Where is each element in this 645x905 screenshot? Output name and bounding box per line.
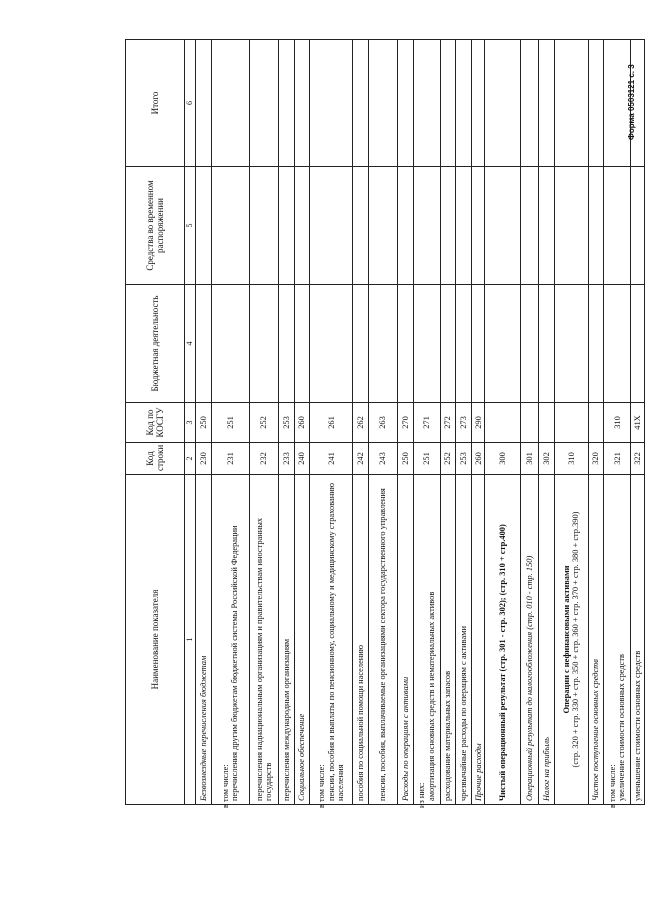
row-temp	[353, 167, 369, 285]
row-name-line: из них:	[417, 782, 427, 808]
header-kosgu: Код по КОСГУ	[126, 403, 185, 443]
row-name-line: увеличение стоимости основных средств	[617, 654, 627, 801]
row-code: 322	[631, 443, 645, 475]
row-kosgu: 290	[472, 403, 485, 443]
row-code: 230	[196, 443, 212, 475]
row-name	[196, 475, 212, 805]
row-kosgu: 261	[310, 403, 353, 443]
table-row	[353, 40, 369, 805]
row-name-line: Безвозмездные перечисления бюджетам	[198, 655, 208, 801]
row-total	[539, 40, 555, 167]
row-kosgu: 252	[249, 403, 278, 443]
row-name	[539, 475, 555, 805]
row-code: 252	[440, 443, 456, 475]
row-total	[521, 40, 539, 167]
row-temp	[279, 167, 295, 285]
table-row	[196, 40, 212, 805]
row-budget	[485, 285, 521, 403]
row-code: 241	[310, 443, 353, 475]
row-temp	[294, 167, 310, 285]
row-total	[294, 40, 310, 167]
table-row	[279, 40, 295, 805]
row-name-line: пенсии, пособия, выплачиваемые организациями сектора государственного управления	[378, 488, 388, 801]
row-code: 242	[353, 443, 369, 475]
row-total	[485, 40, 521, 167]
row-name-line: (стр. 320 + стр. 330 + стр. 350 + стр. 360 + стр. 370 + стр. 380 + стр.390)	[571, 511, 581, 768]
table-row	[588, 40, 604, 805]
row-name-line: в том числе:	[607, 764, 617, 808]
row-temp	[472, 167, 485, 285]
row-name	[631, 475, 645, 805]
row-total	[472, 40, 485, 167]
row-temp	[368, 167, 397, 285]
index-cell: 4	[185, 285, 196, 403]
table-row	[555, 40, 589, 805]
row-name	[555, 475, 589, 805]
row-name-line: перечисления наднациональным организациям и правительствам иностранных государств	[254, 517, 273, 801]
row-budget	[249, 285, 278, 403]
row-name	[294, 475, 310, 805]
header-total: Итого	[126, 40, 185, 167]
row-budget	[631, 285, 645, 403]
row-code: 231	[211, 443, 249, 475]
row-name-line: пенсии, пособия и выплаты по пенсионному, социальному и медицинскому страхованию населения	[326, 483, 345, 801]
row-kosgu: 253	[279, 403, 295, 443]
index-cell: 2	[185, 443, 196, 475]
row-total	[368, 40, 397, 167]
index-cell: 3	[185, 403, 196, 443]
row-kosgu: 273	[456, 403, 472, 443]
row-budget	[440, 285, 456, 403]
header-temp: Средства во временном распоряжении	[126, 167, 185, 285]
row-temp	[310, 167, 353, 285]
row-name-line: Операции с нефинансовыми активами	[561, 565, 571, 714]
table-row	[294, 40, 310, 805]
header-name: Наименование показателя	[126, 475, 185, 805]
row-budget	[413, 285, 440, 403]
row-temp	[211, 167, 249, 285]
table-row	[368, 40, 397, 805]
row-budget	[353, 285, 369, 403]
row-total	[249, 40, 278, 167]
row-kosgu: 260	[294, 403, 310, 443]
row-kosgu	[539, 403, 555, 443]
index-cell: 1	[185, 475, 196, 805]
row-kosgu: 310	[604, 403, 631, 443]
row-kosgu: 251	[211, 403, 249, 443]
index-cell: 5	[185, 167, 196, 285]
row-code: 253	[456, 443, 472, 475]
row-name	[397, 475, 413, 805]
row-kosgu	[555, 403, 589, 443]
row-name-line: чрезвычайные расходы по операциям с активами	[458, 626, 468, 801]
row-kosgu: 263	[368, 403, 397, 443]
row-name-line: перечисления другим бюджетам бюджетной системы Российской Федерации	[230, 525, 240, 801]
row-name	[368, 475, 397, 805]
row-temp	[456, 167, 472, 285]
row-name-line: Операционный результат до налогообложения (стр. 010 - стр. 150)	[525, 555, 535, 801]
row-budget	[310, 285, 353, 403]
row-budget	[456, 285, 472, 403]
row-name-line: амортизация основных средств и нематериальных активов	[426, 591, 436, 801]
row-name-line: Чистый операционный результат (стр. 301 - стр. 302); (стр. 310 + стр.400)	[498, 524, 508, 801]
row-code: 320	[588, 443, 604, 475]
row-name-line: расходование материальных запасов	[443, 670, 453, 801]
row-name	[521, 475, 539, 805]
header-budget: Бюджетная деятельность	[126, 285, 185, 403]
row-total	[413, 40, 440, 167]
row-total	[279, 40, 295, 167]
row-budget	[196, 285, 212, 403]
row-code: 240	[294, 443, 310, 475]
row-name	[353, 475, 369, 805]
row-code: 260	[472, 443, 485, 475]
row-code: 232	[249, 443, 278, 475]
row-total	[211, 40, 249, 167]
row-name	[604, 475, 631, 808]
table-row	[539, 40, 555, 805]
row-name	[413, 475, 440, 808]
row-total	[353, 40, 369, 167]
row-name-line: Прочие расходы	[473, 743, 483, 801]
row-name	[249, 475, 278, 805]
row-temp	[440, 167, 456, 285]
row-temp	[631, 167, 645, 285]
row-name-line: пособия по социальной помощи населению	[355, 644, 365, 801]
row-kosgu: 270	[397, 403, 413, 443]
row-name	[588, 475, 604, 805]
header-code: Код строки	[126, 443, 185, 475]
table-row	[249, 40, 278, 805]
row-name-line: Налог на прибыль	[541, 737, 551, 801]
row-name-line: уменьшение стоимости основных средств	[632, 650, 642, 801]
row-name-line: в том числе:	[220, 764, 230, 808]
row-kosgu	[521, 403, 539, 443]
row-name	[310, 475, 353, 808]
table-row	[397, 40, 413, 805]
table-row	[310, 40, 353, 805]
row-code: 310	[555, 443, 589, 475]
form-label: Форма 0503121 с. 3	[627, 64, 636, 140]
rotated-form	[125, 40, 645, 808]
row-code: 243	[368, 443, 397, 475]
table-row	[485, 40, 521, 805]
row-temp	[249, 167, 278, 285]
row-name-line: Чистое поступление основных средств	[591, 659, 601, 801]
row-temp	[555, 167, 589, 285]
row-code: 302	[539, 443, 555, 475]
row-budget	[555, 285, 589, 403]
table-row	[456, 40, 472, 805]
row-budget	[588, 285, 604, 403]
row-code: 251	[413, 443, 440, 475]
row-total	[588, 40, 604, 167]
row-budget	[279, 285, 295, 403]
row-code: 321	[604, 443, 631, 475]
row-budget	[539, 285, 555, 403]
row-name	[440, 475, 456, 805]
report-table	[125, 39, 645, 808]
row-name-line: перечисления международным организациям	[281, 638, 291, 801]
row-kosgu: 41X	[631, 403, 645, 443]
row-name-line: Расходы по операциям с активами	[400, 676, 410, 801]
row-code: 233	[279, 443, 295, 475]
row-name	[485, 475, 521, 805]
row-name-line: Социальное обеспечение	[297, 713, 307, 801]
row-kosgu	[485, 403, 521, 443]
report-body	[196, 40, 645, 808]
row-temp	[413, 167, 440, 285]
row-code: 250	[397, 443, 413, 475]
row-budget	[211, 285, 249, 403]
row-name	[472, 475, 485, 805]
row-total	[555, 40, 589, 167]
row-kosgu: 271	[413, 403, 440, 443]
row-budget	[604, 285, 631, 403]
table-row	[521, 40, 539, 805]
table-row	[211, 40, 249, 805]
row-budget	[472, 285, 485, 403]
row-kosgu: 272	[440, 403, 456, 443]
row-name	[279, 475, 295, 805]
table-row	[604, 40, 631, 805]
row-budget	[397, 285, 413, 403]
row-code: 300	[485, 443, 521, 475]
row-temp	[521, 167, 539, 285]
row-temp	[196, 167, 212, 285]
table-row	[413, 40, 440, 805]
row-budget	[521, 285, 539, 403]
row-name-line: в том числе:	[317, 764, 327, 808]
row-total	[440, 40, 456, 167]
row-total	[397, 40, 413, 167]
row-temp	[604, 167, 631, 285]
row-kosgu: 250	[196, 403, 212, 443]
row-kosgu	[588, 403, 604, 443]
row-budget	[368, 285, 397, 403]
row-temp	[539, 167, 555, 285]
row-total	[456, 40, 472, 167]
table-row	[472, 40, 485, 805]
index-row	[185, 40, 196, 805]
header-row	[126, 40, 185, 805]
row-name	[456, 475, 472, 805]
row-code: 301	[521, 443, 539, 475]
row-total	[310, 40, 353, 167]
table-row	[440, 40, 456, 805]
row-name	[211, 475, 249, 808]
table-row	[631, 40, 645, 805]
row-temp	[588, 167, 604, 285]
index-cell: 6	[185, 40, 196, 167]
row-total	[196, 40, 212, 167]
row-temp	[485, 167, 521, 285]
row-kosgu: 262	[353, 403, 369, 443]
row-budget	[294, 285, 310, 403]
row-temp	[397, 167, 413, 285]
